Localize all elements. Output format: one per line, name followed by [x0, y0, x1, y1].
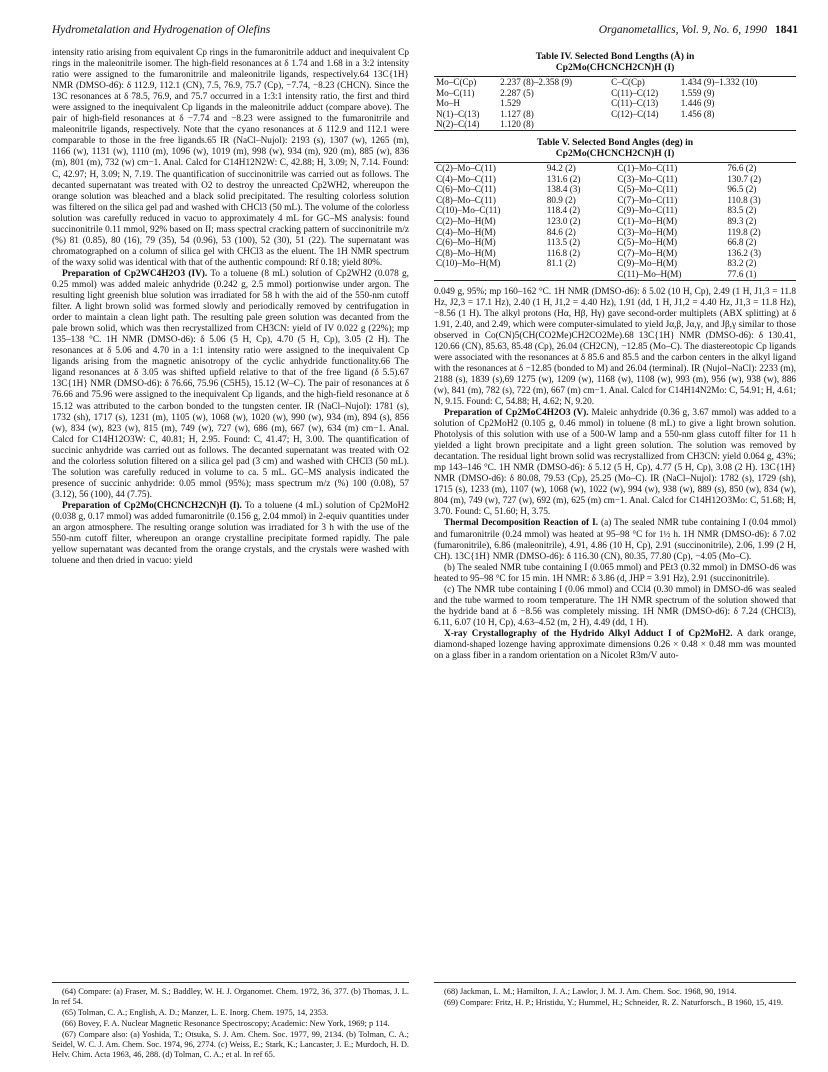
- paragraph-text: 0.049 g, 95%; mp 160–162 °C. 1H NMR (DMSO-d6): δ 5.02 (10 H, Cp), 2.49 (1 H, J1,3 = 11.8 Hz, J2,3 = 17.1 Hz), 2.40 (1 H, J1,2 = 4.40 Hz), 1.91 (dd, 1 H, J1,2 = 4.40 Hz, J1,3 = 11.8 Hz), −8.56 (1 H). The alkyl protons (Hα, Hβ, Hγ) gave second-order multiplets (ABX splitting) at δ 1.91, 2.40, and 2.49, which were computer-simulated to yield Jα,β, Jα,γ, and Jβ,γ similar to those observed in Co(CN)5(CH(CO2Me)CH2CO2Me).68 13C{1H} NMR (DMSO-d6): δ 130.41, 120.66 (CN), 85.63, 85.48 (Cp), 26.04 (CH2CN), −12.85 (Mo–C). The diastereotopic Cp ligands were associated with the resonances at δ 85.6 and 85.5 and the carbon centers in the alkyl ligand with the resonances at δ −12.85 (bonded to M) and 26.04 (terminal). IR (Nujol–NaCl): 2233 (m), 2188 (s), 1839 (s),69 1275 (w), 1209 (w), 1168 (w), 1108 (w), 993 (m), 956 (w), 938 (w), 886 (w), 841 (m), 782 (s), 722 (m), 667 (m) cm−1. Anal. Calcd for C14H14N2Mo: C, 54.91; H, 4.61; N, 9.15. Found: C, 54.88; H, 4.62; N, 9.20.: [434, 286, 796, 407]
- bond-label-cell: C(11)–C(12): [611, 87, 659, 98]
- table-caption-line: Selected Bond Angles (deg) in: [572, 136, 694, 148]
- bond-value-cell: 110.8 (3): [727, 194, 761, 205]
- bond-label-cell: C(5)–Mo–C(11): [617, 184, 678, 195]
- header-page-number: 1841: [775, 24, 798, 36]
- bond-value-cell: [545, 269, 616, 280]
- bond-label-cell: C(9)–Mo–C(11): [617, 205, 678, 216]
- bond-label-cell: C(7)–Mo–H(M): [617, 247, 678, 258]
- table-row: [434, 227, 796, 238]
- table-number: Table V.: [536, 136, 570, 148]
- bond-label-cell: C(8)–Mo–C(11): [436, 194, 496, 205]
- bond-value-cell: 118.4 (2): [546, 205, 581, 216]
- footnote-list: [52, 987, 409, 1060]
- bond-label-cell: C(7)–Mo–C(11): [617, 194, 678, 205]
- bond-label-cell: N(2)–C(14): [436, 119, 480, 130]
- bond-value-cell: 138.4 (3): [546, 184, 581, 195]
- bond-label-cell: C(5)–Mo–H(M): [617, 237, 678, 248]
- bond-label-cell: C(11)–Mo–H(M): [617, 268, 682, 279]
- footnote-rule: [434, 982, 796, 983]
- bond-label-cell: C(11)–C(13): [611, 98, 659, 109]
- left-paragraph-1: [52, 48, 409, 269]
- table-iv-body: [434, 76, 796, 131]
- table-row: [434, 237, 796, 248]
- bond-value-cell: 94.2 (2): [546, 162, 576, 173]
- table-row: [434, 205, 796, 216]
- header-article-title: Hydrometalation and Hydrogenation of Olefins: [52, 24, 271, 36]
- paragraph-text: (c) The NMR tube containing I (0.06 mmol) and CCl4 (0.30 mmol) in DMSO-d6 was sealed and the tube warmed to room temperature. The 1H NMR spectrum of the solution showed that the hydride band at δ −8.56 was completely missing. 1H NMR (DMSO-d6): δ 7.24 (CHCl3), 6.11, 6.07 (10 H, Cp), 4.63–4.52 (m, 2 H), 4.49 (dd, 1 H).: [434, 584, 796, 628]
- table-row: [434, 119, 796, 130]
- bond-label-cell: C(6)–Mo–C(11): [436, 184, 496, 195]
- bond-label-cell: C(4)–Mo–H(M): [436, 226, 496, 237]
- paragraph-text: To a toluene (8 mL) solution of Cp2WH2 (0.078 g, 0.25 mmol) was added maleic anhydride (0.242 g, 2.5 mmol) portionwise under argon. The resulting light greenish blue solution was irradiated for 58 h with the aid of the 550-nm cutoff filter. A light brown solid was formed slowly and periodically removed by centrifugation in order to maintain a clean light path. The resulting pale green solution was decanted from the pale brown solid, which was then recrystallized from CH3CN: yield of IV 0.022 g (22%); mp 135–138 °C. 1H NMR (DMSO-d6): δ 5.06 (5 H, Cp), 4.70 (5 H, Cp), 3.05 (2 H). The resonances at δ 5.06 and 4.70 in a 1:1 intensity ratio were assigned to the inequivalent Cp ligands arising from the magnetic anisotropy of the cyclic anhydride functionality.66 The ligand resonances at δ 3.05 was shifted upfield relative to that of the free ligand (δ 5.5).67 13C{1H} NMR (DMSO-d6): δ 76.66, 75.96 (C5H5), 15.12 (W–C). The pair of resonances at δ 76.66 and 75.96 were assigned to the inequivalent Cp ligands, and the high-field resonance at δ 15.12 was attributed to the carbon bonded to the tungsten center. IR (NaCl–Nujol): 1781 (s), 1732 (sh), 1717 (s), 1231 (m), 1105 (w), 1068 (w), 1020 (w), 990 (w), 934 (m), 894 (s), 856 (w), 834 (w), 823 (w), 815 (m), 749 (w), 727 (w), 686 (m), 667 (w), 634 (m) cm−1. Anal. Calcd for C14H12O3W: C, 40.81; H, 2.95. Found: C, 41.47; H, 3.00. The quantification of succinic anhydride was carried out as follows. The decanted supernatant was treated with O2 and the colorless solution filtered on a silica gel pad (3 cm) and washed with CHCl3 (50 mL). The solution was carefully reduced in volume to ca. 5 mL. GC–MS analysis indicated the presence of succinic anhydride: 0.05 mmol (95%); mass spectrum m/z (%) 100 (0.08), 57 (3.12), 56 (100), 44 (7.75).: [52, 268, 410, 500]
- footnote-rule: [52, 982, 409, 983]
- bond-label-cell: N(1)–C(13): [436, 108, 480, 119]
- bond-value-cell: 77.6 (1): [727, 268, 757, 279]
- table-row: [434, 77, 796, 88]
- bond-label-cell: C–C(Cp): [611, 77, 645, 87]
- bond-value-cell: 76.6 (2): [727, 162, 757, 173]
- paragraph-text: To a toluene (4 mL) solution of Cp2MoH2 (0.038 g, 0.17 mmol) was added fumaronitrile (0.156 g, 2.04 mmol) in 2-equiv quantities under an argon atmosphere. The resulting orange solution was irradiated for 3 h with the use of the 550-nm cutoff filter, whereupon an orange crystalline precipitate formed rapidly. The pale yellow supernatant was decanted from the orange crystals, and the crystals were washed with toluene and then dried in vacuo: yield: [52, 500, 410, 567]
- table-caption-line: Cp2Mo(CHCNCH2CN)H (I): [555, 62, 675, 73]
- paragraph-text: (b) The sealed NMR tube containing I (0.065 mmol) and PEt3 (0.32 mmol) in DMSO-d6 was heated to 95–98 °C for 15 min. 1H NMR: δ 3.86 (d, JHP = 3.91 Hz), 2.91 (succinonitrile).: [434, 562, 796, 584]
- footnote: (69) Compare: Fritz, H. P.; Hristidu, Y.; Hummel, H.; Schneider, R. Z. Naturforsch., B 1960, 15, 419.: [444, 998, 784, 1007]
- bond-value-cell: 89.3 (2): [727, 215, 757, 226]
- bond-label-cell: [434, 269, 545, 280]
- bond-value-cell: 84.6 (2): [546, 226, 576, 237]
- footnote-list: [434, 987, 796, 1008]
- table-iv-caption: [434, 51, 796, 73]
- bond-label-cell: C(1)–Mo–H(M): [617, 215, 678, 226]
- left-paragraph-3: [52, 501, 409, 567]
- bond-value-cell: 119.8 (2): [727, 226, 761, 237]
- table-row: [434, 195, 796, 206]
- bond-value-cell: 83.5 (2): [727, 205, 757, 216]
- paragraph-text: (a) The sealed NMR tube containing I (0.04 mmol) and fumaronitrile (0.24 mmol) was heated at 95–98 °C for 1½ h. 1H NMR (DMSO-d6): δ 7.02 (fumaronitrile), 6.86 (maleonitrile), 4.91, 4.86 (10 H, Cp), 2.91 (succinonitrile), 2.06, 1.99 (2 H, CH). 13C{1H} NMR (DMSO-d6): δ 116.30 (CN), 80.35, 77.80 (Cp), −4.05 (Mo–C).: [434, 518, 796, 562]
- bond-value-cell: 113.5 (2): [546, 237, 581, 248]
- bond-label-cell: C(8)–Mo–H(M): [436, 247, 496, 258]
- table-caption-line: Cp2Mo(CHCNCH2CN)H (I): [555, 147, 675, 159]
- paragraph-text: Maleic anhydride (0.36 g, 3.67 mmol) was added to a solution of Cp2MoH2 (0.105 g, 0.46 mmol) in toluene (8 mL) to give a light brown solution. Photolysis of this solution with use of a 500-W lamp and a 550-nm glass cutoff filter for 11 h yielded a light brown precipitate and a light green solution. The solution was removed by decantation. The residual light brown solid was recrystallized from CH3CN: yield 0.064 g, 43%; mp 143–146 °C. 1H NMR (DMSO-d6): δ 5.12 (5 H, Cp), 4.77 (5 H, Cp), 3.08 (2 H). 13C{1H} NMR (DMSO-d6): δ 80.08, 79.53 (Cp), 25.25 (Mo–C). IR (NaCl–Nujol): 1782 (s), 1729 (sh), 1715 (s), 1233 (m), 1107 (w), 1068 (w), 1022 (w), 994 (w), 938 (w), 889 (s), 850 (w), 834 (w), 804 (m), 749 (w), 727 (w), 692 (m), 625 (m) cm−1. Anal. Calcd for C14H12O3Mo: C, 51.68; H, 3.70. Found: C, 51.60; H, 3.75.: [434, 408, 796, 518]
- bond-label-cell: [609, 119, 679, 130]
- footnotes-right: [434, 982, 796, 1009]
- paragraph-heading: Thermal Decomposition Reaction of I.: [444, 518, 599, 529]
- paragraph-heading: Preparation of Cp2Mo(CHCNCH2CN)H (I).: [62, 500, 242, 511]
- bond-label-cell: Mo–C(11): [436, 87, 475, 98]
- bond-value-cell: 2.237 (8)–2.358 (9): [500, 77, 573, 87]
- footnote: (68) Jackman, L. M.; Hamilton, J. A.; Lawlor, J. M. J. Am. Chem. Soc. 1968, 90, 1914.: [444, 987, 737, 996]
- bond-label-cell: C(1)–Mo–C(11): [617, 162, 678, 173]
- right-paragraph-2: [434, 408, 796, 518]
- bond-label-cell: C(10)–Mo–C(11): [436, 205, 501, 216]
- right-paragraph-4: [434, 563, 796, 585]
- header-journal-citation: Organometallics, Vol. 9, No. 6, 1990: [598, 24, 767, 36]
- bond-value-cell: 1.456 (8): [680, 108, 715, 119]
- footnotes-left: [52, 982, 409, 1061]
- table-row: [434, 258, 796, 269]
- bond-label-cell: C(9)–Mo–H(M): [617, 258, 678, 269]
- left-paragraph-2: [52, 269, 409, 501]
- right-column: [434, 48, 796, 662]
- table-row: [434, 248, 796, 259]
- table-v-body: [434, 162, 796, 281]
- bond-label-cell: C(2)–Mo–H(M): [436, 215, 496, 226]
- right-paragraph-1: [434, 287, 796, 409]
- footnote: (67) Compare also: (a) Yoshida, T.; Otsuka, S. J. Am. Chem. Soc. 1977, 99, 2134. (b) Tolman, C. A.; Seidel, W. C. J. Am. Chem. Soc. 1974, 96, 2774. (c) Weiss, E.; Stark, K.; Lancaster, J. E.; Murdoch, H. D. Helv. Chim. Acta 1963, 46, 288. (d) Tolman, C. A.; et al. In ref 65.: [52, 1030, 409, 1059]
- table-row: [434, 216, 796, 227]
- bond-label-cell: C(6)–Mo–H(M): [436, 237, 496, 248]
- bond-value-cell: [679, 119, 796, 130]
- bond-value-cell: 123.0 (2): [546, 215, 581, 226]
- paragraph-text: A dark orange, diamond-shaped lozenge having approximate dimensions 0.26 × 0.48 × 0.48 mm was mounted on a glass fiber in a random orientation on a Nicolet R3m/V auto-: [434, 628, 796, 662]
- paragraph-heading: Preparation of Cp2MoC4H2O3 (V).: [444, 408, 589, 419]
- table-number: Table IV.: [535, 51, 573, 62]
- bond-value-cell: 136.2 (3): [727, 247, 762, 258]
- bond-value-cell: 2.287 (5): [500, 87, 534, 98]
- right-paragraph-5: [434, 585, 796, 629]
- bond-value-cell: 131.6 (2): [546, 173, 581, 184]
- footnote: (66) Bovey, F. A. Nuclear Magnetic Resonance Spectroscopy; Academic: New York, 1969; p 114.: [62, 1019, 390, 1028]
- table-row: [434, 109, 796, 120]
- right-paragraphs: [434, 287, 796, 663]
- bond-value-cell: 81.1 (2): [546, 258, 576, 269]
- bond-value-cell: 130.7 (2): [727, 173, 762, 184]
- bond-value-cell: 1.120 (8): [500, 119, 534, 130]
- right-paragraph-6: [434, 629, 796, 662]
- table-v: [434, 137, 796, 281]
- header-journal: [599, 24, 798, 36]
- bond-value-cell: 96.5 (2): [727, 184, 757, 195]
- table-row: [434, 174, 796, 185]
- table-v-caption: [434, 137, 796, 159]
- footnote: (64) Compare: (a) Fraser, M. S.; Baddley, W. H. J. Organomet. Chem. 1972, 36, 377. (b) Thomas, J. L. In ref 54.: [52, 987, 409, 1006]
- table-caption-line: Selected Bond Lengths (Å) in: [574, 51, 695, 62]
- bond-label-cell: C(4)–Mo–C(11): [436, 173, 496, 184]
- paragraph-heading: Preparation of Cp2WC4H2O3 (IV).: [62, 268, 208, 279]
- bond-value-cell: 1.127 (8): [500, 108, 534, 119]
- running-header: [52, 24, 798, 40]
- bond-label-cell: Mo–H: [436, 98, 460, 109]
- bond-value-cell: 83.2 (2): [727, 258, 757, 269]
- bond-value-cell: 116.8 (2): [546, 247, 581, 258]
- bond-label-cell: Mo–C(Cp): [436, 77, 477, 87]
- bond-label-cell: C(3)–Mo–C(11): [617, 173, 678, 184]
- bond-value-cell: 1.559 (9): [680, 87, 715, 98]
- bond-value-cell: 1.446 (9): [680, 98, 715, 109]
- paragraph-text: intensity ratio arising from equivalent Cp rings in the fumaronitrile adduct and inequivalent Cp rings in the maleonitrile isomer. The high-field resonances at δ 1.74 and 1.68 in a 3:2 intensity ratio were assigned to the fumaronitrile and maleonitrile ligands, respectively.64 13C{1H} NMR (DMSO-d6): δ 112.9, 112.1 (CN), 7.5, 76.9, 75.7 (Cp), −7.74, −8.23 (CHCN). Since the 13C resonances at δ 78.5, 76.9, and 75.7 occurred in a 1:3:1 intensity ratio, the first and third were assigned to the inequivalent Cp ligands in the maleonitrile adduct (compare above). The pair of high-field resonances at δ −7.74 and −8.23 were assigned to the fumaronitrile and maleonitrile ligands, respectively. Note that the cyano resonances at δ 112.9 and 112.1 were comparable to those in the free ligands.65 IR (NaCl–Nujol): 2193 (s), 1307 (w), 1265 (m), 1166 (w), 1131 (w), 1110 (m), 1096 (w), 1019 (m), 998 (w), 934 (m), 920 (m), 885 (w), 836 (m), 801 (m), 732 (w) cm−1. Anal. Calcd for C14H12N2W: C, 42.88; H, 3.09; N, 7.14. Found: C, 42.97; H, 3.09; N, 7.19. The quantification of succinonitrile was carried out as follows. The decanted supernatant was treated with O2 to destroy the unreacted Cp2WH2, whereupon the orange solution was bleached and a black solid precipitated. The resulting colorless solution was filtered on the silica gel pad and washed with CHCl3 (50 mL). The volume of the colorless solution was carefully reduced in vacuo to approximately 4 mL for GC–MS analysis: found succinonitrile 0.11 mmol, 92% based on II; mass spectral cracking pattern of succinonitrile m/z (%) 81 (0.85), 80 (16), 79 (35), 54 (0.96), 53 (100), 52 (30), 51 (22). The supernatant was chromatographed on a column of silica gel with CHCl3 as the eluent. The 1H NMR spectrum of the waxy solid was identical with that of the authentic compound: Rf 0.18; yield 80%.: [52, 48, 409, 268]
- table-row: [434, 269, 796, 280]
- footnote: (65) Tolman, C. A.; English, A. D.; Manzer, L. E. Inorg. Chem. 1975, 14, 2353.: [62, 1008, 329, 1017]
- table-iv: [434, 51, 796, 131]
- bond-label-cell: C(2)–Mo–C(11): [436, 162, 496, 173]
- bond-value-cell: 66.8 (2): [727, 237, 757, 248]
- table-row: [434, 162, 796, 173]
- bond-value-cell: 80.9 (2): [546, 194, 576, 205]
- right-paragraph-3: [434, 518, 796, 562]
- bond-label-cell: C(10)–Mo–H(M): [436, 258, 501, 269]
- bond-value-cell: 1.434 (9)–1.332 (10): [680, 77, 758, 87]
- bond-label-cell: C(12)–C(14): [611, 108, 659, 119]
- left-column: [52, 48, 409, 567]
- table-row: [434, 98, 796, 109]
- table-row: [434, 88, 796, 99]
- paragraph-heading: X-ray Crystallography of the Hydrido Alkyl Adduct I of Cp2MoH2.: [444, 628, 733, 639]
- table-row: [434, 184, 796, 195]
- bond-value-cell: 1.529: [500, 98, 521, 109]
- bond-label-cell: C(3)–Mo–H(M): [617, 226, 678, 237]
